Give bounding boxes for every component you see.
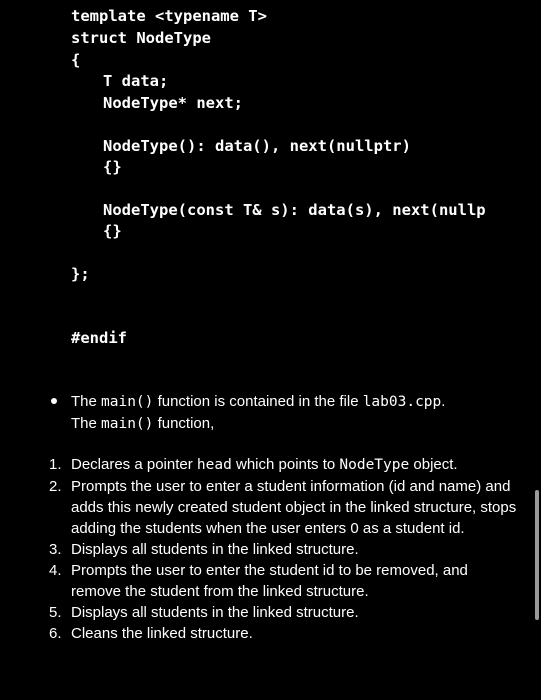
- code-line: NodeType(): data(), next(nullptr): [103, 137, 411, 155]
- step-text: Prompts the user to enter the student id to be removed, and remove the student from the linked structure.: [71, 562, 468, 600]
- list-item: [0, 454, 520, 476]
- text: which points to: [231, 456, 340, 473]
- inline-code: lab03.cpp: [362, 394, 442, 410]
- text: .: [441, 393, 446, 410]
- bullet-line-2: [71, 413, 531, 435]
- code-line: NodeType(const T& s): data(s), next(nullp: [103, 201, 486, 219]
- list-item: [0, 623, 520, 644]
- code-line: {}: [103, 222, 122, 240]
- list-item: [0, 476, 520, 539]
- step-text: Displays all students in the linked structure.: [71, 604, 359, 621]
- inline-code: NodeType: [339, 457, 410, 473]
- text: function is contained in the file: [153, 393, 363, 410]
- step-number: 6.: [49, 625, 62, 642]
- list-item: [0, 602, 520, 623]
- text: The: [71, 415, 102, 432]
- text: object.: [409, 456, 458, 473]
- bullet-paragraph: [71, 391, 531, 435]
- code-line: struct NodeType: [71, 29, 211, 47]
- inline-code: main(): [101, 416, 154, 432]
- step-number: 4.: [49, 562, 62, 579]
- code-line: T data;: [103, 72, 169, 90]
- code-line: NodeType* next;: [103, 94, 243, 112]
- text: function,: [153, 415, 215, 432]
- code-block: [0, 0, 541, 347]
- bullet-line-1: [71, 391, 531, 413]
- step-number: 1.: [49, 456, 62, 473]
- bullet-icon: [51, 398, 57, 404]
- list-item: [0, 560, 520, 602]
- code-line: template <typename T>: [71, 7, 267, 25]
- code-line: {: [71, 51, 81, 69]
- inline-code: head: [196, 457, 232, 473]
- text: Declares a pointer: [71, 456, 197, 473]
- step-number: 5.: [49, 604, 62, 621]
- code-line: {}: [103, 158, 122, 176]
- step-number: 2.: [49, 478, 62, 495]
- step-number: 3.: [49, 541, 62, 558]
- text: The: [71, 393, 102, 410]
- inline-code: main(): [101, 394, 154, 410]
- steps-list: [0, 454, 520, 644]
- code-line: #endif: [71, 329, 127, 347]
- list-item: [0, 539, 520, 560]
- code-line: };: [71, 265, 90, 283]
- scrollbar[interactable]: [535, 490, 539, 620]
- step-text: Cleans the linked structure.: [71, 625, 253, 642]
- step-text: Prompts the user to enter a student information (id and name) and adds this newly created student object in the linked structure, stops adding the students when the user enters 0 as a student id.: [71, 478, 517, 537]
- step-text: Displays all students in the linked structure.: [71, 541, 359, 558]
